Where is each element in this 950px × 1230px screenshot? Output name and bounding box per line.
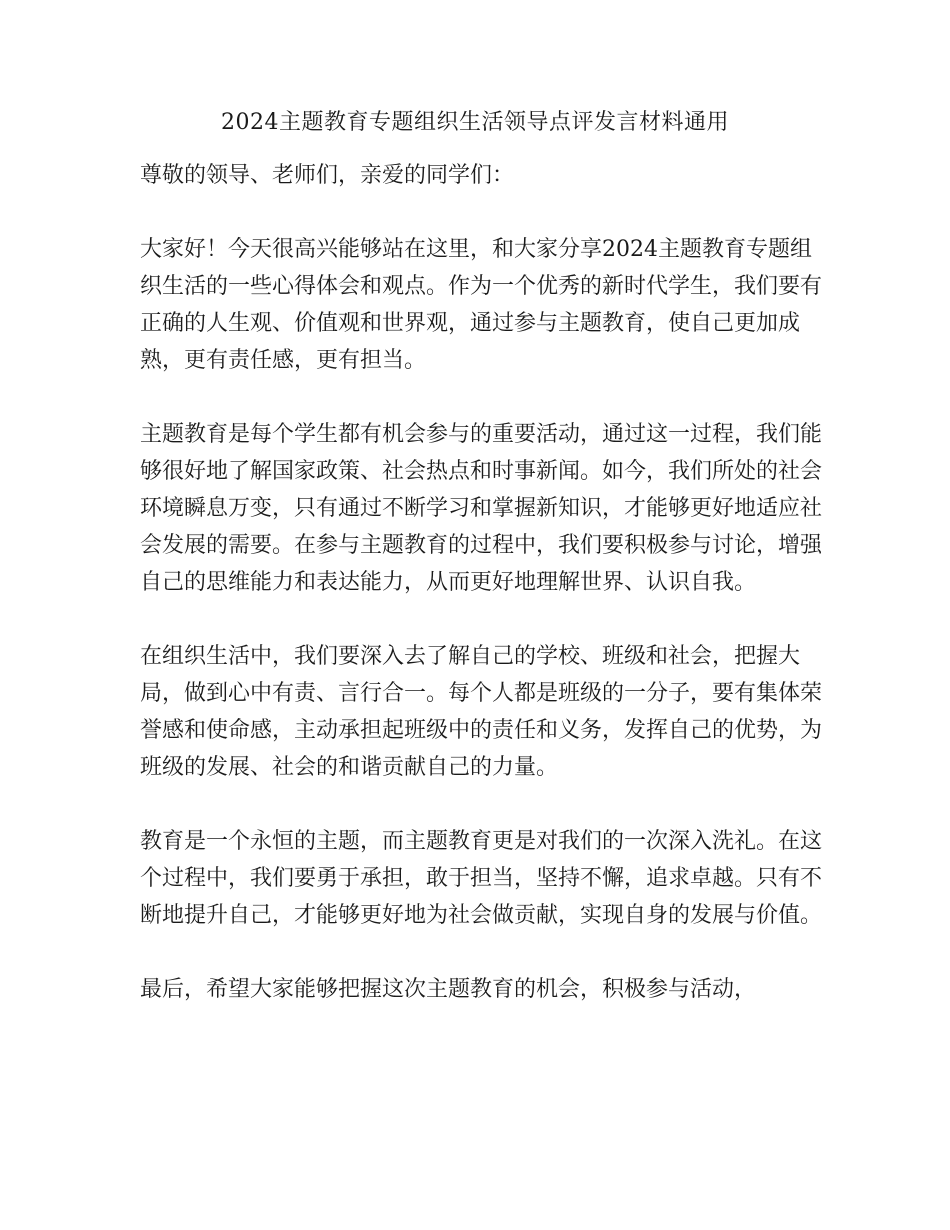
document-body xyxy=(140,157,830,1008)
document-title: 2024主题教育专题组织生活领导点评发言材料通用 xyxy=(221,110,729,135)
paragraph-3: 在组织生活中，我们要深入去了解自己的学校、班级和社会，把握大局，做到心中有责、言行合一。每个人都是班级的一分子，要有集体荣誉感和使命感，主动承担起班级中的责任和义务，发挥自己的优势，为班级的发展、社会的和谐贡献自己的力量。 xyxy=(140,644,823,780)
paragraph-2: 主题教育是每个学生都有机会参与的重要活动，通过这一过程，我们能够很好地了解国家政策、社会热点和时事新闻。如今，我们所处的社会环境瞬息万变，只有通过不断学习和掌握新知识，才能够更好地适应社会发展的需要。在参与主题教育的过程中，我们要积极参与讨论，增强自己的思维能力和表达能力，从而更好地理解世界、认识自我。 xyxy=(140,422,823,595)
paragraph-5: 最后，希望大家能够把握这次主题教育的机会，积极参与活动， xyxy=(140,977,757,1002)
paragraph-4: 教育是一个永恒的主题，而主题教育更是对我们的一次深入洗礼。在这个过程中，我们要勇于承担，敢于担当，坚持不懈，追求卓越。只有不断地提升自己，才能够更好地为社会做贡献，实现自身的发展与价值。 xyxy=(140,829,823,928)
salutation: 尊敬的领导、老师们，亲爱的同学们： xyxy=(140,163,515,188)
paragraph-1: 大家好！今天很高兴能够站在这里，和大家分享2024主题教育专题组织生活的一些心得体会和观点。作为一个优秀的新时代学生，我们要有正确的人生观、价值观和世界观，通过参与主题教育，使自己更加成熟，更有责任感，更有担当。 xyxy=(140,237,823,373)
